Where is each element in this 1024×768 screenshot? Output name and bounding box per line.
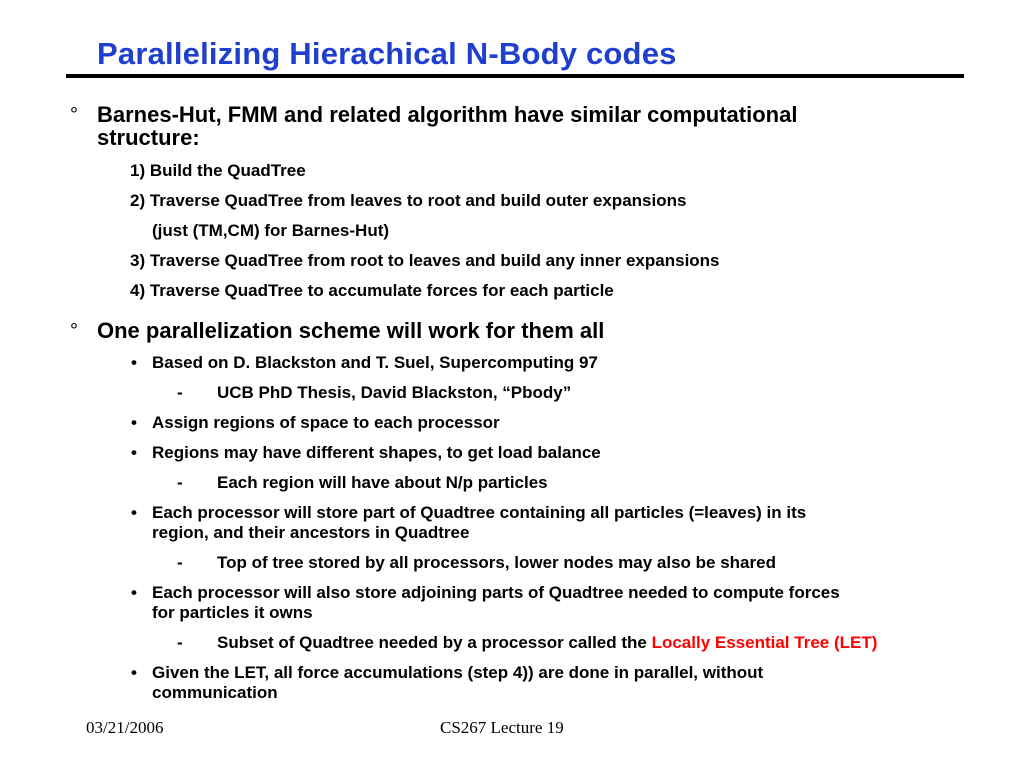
footer-date: 03/21/2006 — [86, 718, 164, 737]
step-1: 1) Build the QuadTree — [130, 161, 306, 180]
bullet-dot: • — [131, 663, 137, 682]
sub-item-thesis: UCB PhD Thesis, David Blackston, “Pbody” — [217, 383, 572, 402]
sub-bullet-dash: - — [177, 383, 183, 402]
item-adjoining-parts-line2: for particles it owns — [152, 603, 313, 622]
bullet-dot: • — [131, 583, 137, 602]
item-store-quadtree-line2: region, and their ancestors in Quadtree — [152, 523, 470, 542]
sub-bullet-dash: - — [177, 473, 183, 492]
bullet-dot: • — [131, 413, 137, 432]
bullet-dot: • — [131, 443, 137, 462]
item-store-quadtree-line1: Each processor will store part of Quadtree containing all particles (=leaves) in its — [152, 503, 807, 522]
section1-heading-line2: structure: — [97, 125, 200, 150]
step-2-note: (just (TM,CM) for Barnes-Hut) — [152, 221, 390, 240]
item-given-let-line1: Given the LET, all force accumulations (step 4)) are done in parallel, without — [152, 663, 764, 682]
step-4: 4) Traverse QuadTree to accumulate forces for each particle — [130, 281, 614, 300]
item-assign-regions: Assign regions of space to each processor — [152, 413, 500, 432]
footer-lecture: CS267 Lecture 19 — [440, 718, 564, 737]
section1-bullet-symbol: ° — [70, 104, 78, 126]
sub-item-np-particles: Each region will have about N/p particles — [217, 473, 548, 492]
item-blackston-suel: Based on D. Blackston and T. Suel, Supercomputing 97 — [152, 353, 598, 372]
section1-heading-line1: Barnes-Hut, FMM and related algorithm have similar computational — [97, 102, 798, 127]
step-2: 2) Traverse QuadTree from leaves to root and build outer expansions — [130, 191, 687, 210]
sub-item-top-of-tree: Top of tree stored by all processors, lower nodes may also be shared — [217, 553, 776, 572]
slide-title: Parallelizing Hierachical N-Body codes — [97, 36, 677, 71]
sub-item-let-prefix: Subset of Quadtree needed by a processor called the — [217, 633, 652, 652]
item-region-shapes: Regions may have different shapes, to get load balance — [152, 443, 601, 462]
let-highlight: Locally Essential Tree (LET) — [651, 633, 878, 652]
item-adjoining-parts-line1: Each processor will also store adjoining parts of Quadtree needed to compute forces — [152, 583, 840, 602]
title-divider — [66, 74, 964, 78]
sub-item-let — [217, 633, 877, 653]
bullet-dot: • — [131, 503, 137, 522]
sub-bullet-dash: - — [177, 553, 183, 572]
item-given-let-line2: communication — [152, 683, 278, 702]
step-3: 3) Traverse QuadTree from root to leaves and build any inner expansions — [130, 251, 720, 270]
section2-heading: One parallelization scheme will work for them all — [97, 318, 605, 343]
sub-bullet-dash: - — [177, 633, 183, 652]
section2-bullet-symbol: ° — [70, 320, 78, 342]
bullet-dot: • — [131, 353, 137, 372]
